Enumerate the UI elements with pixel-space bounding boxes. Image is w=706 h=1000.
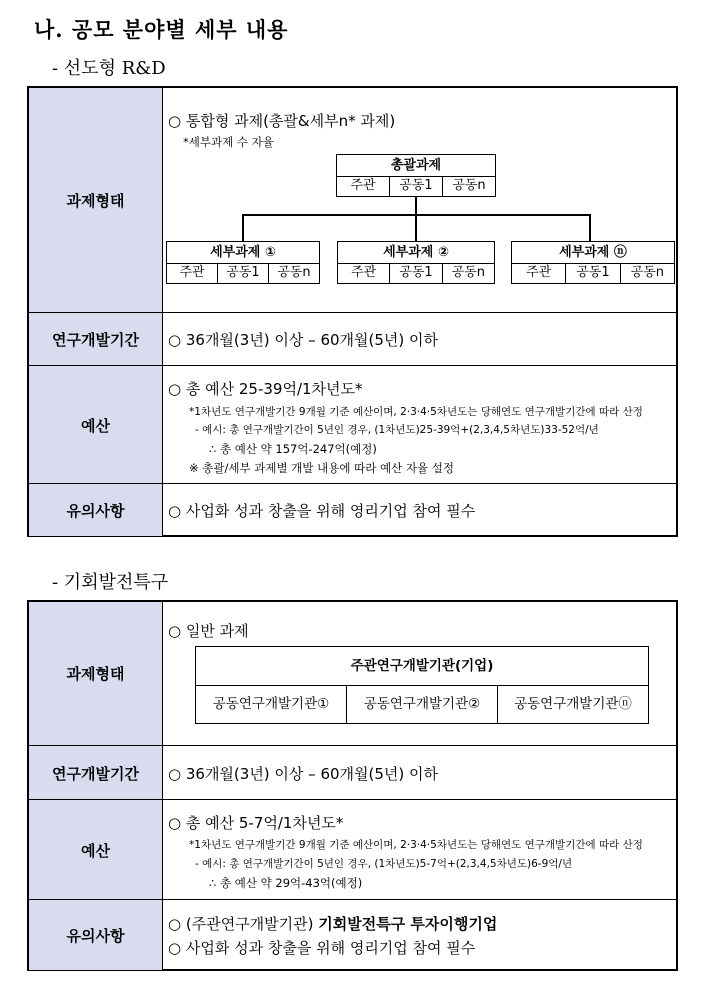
org-cell: 주관 <box>167 263 218 283</box>
org-cell: 공동1 <box>218 263 269 283</box>
org-cell: 공동1 <box>566 263 620 283</box>
connector-line <box>415 214 417 241</box>
row-task-form <box>29 602 676 745</box>
org-cell: 공동연구개발기관① <box>196 686 347 723</box>
org-cell: 공동1 <box>390 263 442 283</box>
org-cell: 주관 <box>338 263 390 283</box>
connector-line <box>589 214 591 241</box>
budget-total: ∴ 총 예산 약 29억-43억(예정) <box>209 876 363 890</box>
org-cell: 주관 <box>512 263 566 283</box>
section2-title: - 기회발전특구 <box>52 572 169 593</box>
budget-main: ○ 총 예산 25-39억/1차년도* <box>168 380 363 398</box>
section1-title: - 선도형 R&D <box>52 58 166 79</box>
period-text: ○ 36개월(3년) 이상 – 60개월(5년) 이하 <box>168 331 438 349</box>
task-form-note: *세부과제 수 자율 <box>183 135 274 149</box>
notes-text: ○ 사업화 성과 창출을 위해 영리기업 참여 필수 <box>168 502 476 520</box>
org-cell: 공동n <box>451 265 485 280</box>
org-box-cells <box>167 263 319 283</box>
page-heading: 나. 공모 분야별 세부 내용 <box>34 17 289 42</box>
section1-table <box>27 86 678 537</box>
budget-content <box>163 800 676 900</box>
org-box-cells <box>512 263 674 283</box>
budget-total: ∴ 총 예산 약 157억-247억(예정) <box>209 442 377 456</box>
row-notes <box>29 899 676 970</box>
org-box-title: 세부과제 ① <box>167 242 319 264</box>
label-period: 연구개발기간 <box>29 313 163 366</box>
org-cell: 공동n <box>277 265 311 280</box>
org-cell: 공동n <box>452 178 486 193</box>
org-box-sub-2 <box>337 241 495 284</box>
period-text: ○ 36개월(3년) 이상 – 60개월(5년) 이하 <box>168 765 438 783</box>
notes-content <box>163 900 676 970</box>
task-form-bullet: ○ 통합형 과제(총괄&세부n* 과제) <box>168 112 396 130</box>
org-box-cells <box>196 686 648 723</box>
org-cell: 공동연구개발기관② <box>347 686 498 723</box>
label-budget: 예산 <box>29 366 163 484</box>
budget-main: ○ 총 예산 5-7억/1차년도* <box>168 814 344 832</box>
org-box-sub-1 <box>166 241 320 284</box>
row-budget <box>29 799 676 900</box>
label-budget: 예산 <box>29 800 163 900</box>
org-cell: 공동연구개발기관ⓝ <box>514 696 632 712</box>
task-form-bullet: ○ 일반 과제 <box>168 622 249 640</box>
org-box-lead <box>336 154 496 197</box>
notes-line-1-bold: 기회발전특구 투자이행기업 <box>318 915 498 933</box>
period-content <box>163 746 676 800</box>
budget-example: - 예시: 총 연구개발기간이 5년인 경우, (1차년도)25-39억+(2,3,4,5차년도)33-52억/년 <box>195 424 599 436</box>
org-box-cells <box>338 263 494 283</box>
row-task-form <box>29 88 676 312</box>
notes-line-1 <box>168 913 497 934</box>
label-notes: 유의사항 <box>29 484 163 536</box>
org-cell: 공동n <box>630 265 664 280</box>
connector-line <box>242 214 244 241</box>
org-box-title: 총괄과제 <box>337 155 495 177</box>
budget-example: - 예시: 총 연구개발기간이 5년인 경우, (1차년도)5-7억+(2,3,4,5차년도)6-9억/년 <box>195 858 573 870</box>
org-box-title: 세부과제 ② <box>338 242 494 264</box>
row-period <box>29 312 676 366</box>
connector-line <box>415 197 417 214</box>
org-box-cells <box>337 176 495 196</box>
org-cell: 공동1 <box>390 176 443 196</box>
org-cell: 주관 <box>337 176 390 196</box>
budget-note: *1차년도 연구개발기간 9개월 기준 예산이며, 2·3·4·5차년도는 당해연도 연구개발기간에 따라 산정 <box>189 839 643 851</box>
label-period: 연구개발기간 <box>29 746 163 800</box>
budget-note: *1차년도 연구개발기간 9개월 기준 예산이며, 2·3·4·5차년도는 당해연도 연구개발기간에 따라 산정 <box>189 406 643 418</box>
task-form-content <box>163 88 676 312</box>
row-notes <box>29 483 676 536</box>
org-box-title: 세부과제 ⓝ <box>512 242 674 264</box>
period-content <box>163 313 676 366</box>
row-budget <box>29 365 676 484</box>
label-notes: 유의사항 <box>29 900 163 970</box>
budget-remark: ※ 총괄/세부 과제별 개발 내용에 따라 예산 자율 설정 <box>189 461 454 475</box>
notes-line-2: ○ 사업화 성과 창출을 위해 영리기업 참여 필수 <box>168 939 476 957</box>
task-form-content <box>163 602 676 745</box>
label-task-form: 과제형태 <box>29 88 163 312</box>
notes-line-1-prefix: ○ (주관연구개발기관) <box>168 915 319 933</box>
row-period <box>29 745 676 800</box>
notes-content <box>163 484 676 536</box>
budget-content <box>163 366 676 484</box>
org-box-sub-n <box>511 241 675 284</box>
org-box-title: 주관연구개발기관(기업) <box>196 647 648 686</box>
section2-table <box>27 600 678 971</box>
label-task-form: 과제형태 <box>29 602 163 745</box>
org-box-lead <box>195 646 649 724</box>
